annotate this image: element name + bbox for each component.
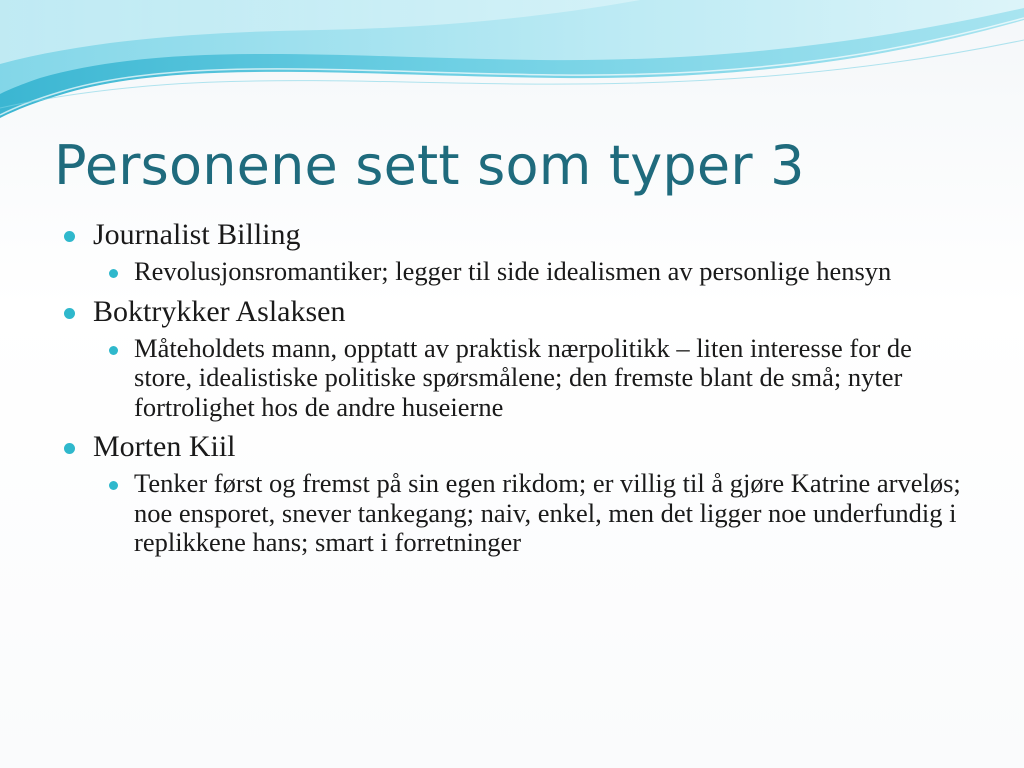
sub-bullet-list — [93, 257, 962, 287]
sub-bullet-item — [93, 469, 962, 558]
sub-bullet-dot-icon — [109, 346, 118, 355]
sub-bullet-text: Måteholdets mann, opptatt av praktisk nærpolitikk – liten interesse for de store, idealistiske politiske spørsmålene; den fremste blant de små; nyter fortrolighet hos de andre huseierne — [134, 332, 912, 422]
sub-bullet-item — [93, 334, 962, 423]
bullet-list — [62, 216, 962, 558]
sub-bullet-list — [93, 469, 962, 558]
bullet-item — [62, 216, 962, 287]
sub-bullet-dot-icon — [109, 481, 118, 490]
slide-content — [62, 216, 962, 564]
bullet-item — [62, 428, 962, 558]
bullet-text: Journalist Billing — [93, 218, 301, 251]
sub-bullet-text: Revolusjonsromantiker; legger til side idealismen av personlige hensyn — [134, 256, 892, 286]
bullet-item — [62, 293, 962, 423]
sub-bullet-item — [93, 257, 962, 287]
sub-bullet-dot-icon — [109, 269, 118, 278]
sub-bullet-text: Tenker først og fremst på sin egen rikdom; er villig til å gjøre Katrine arveløs; noe ensporet, snever tankegang; naiv, enkel, men det ligger noe underfundig i replikkene hans; smart i forretninger — [134, 468, 961, 557]
bullet-text: Morten Kiil — [93, 430, 236, 463]
bullet-dot-icon — [64, 443, 75, 454]
slide-title: Personene sett som typer 3 — [54, 134, 805, 197]
bullet-text: Boktrykker Aslaksen — [93, 294, 346, 328]
wave-header-decoration — [0, 0, 1024, 130]
bullet-dot-icon — [64, 308, 75, 319]
bullet-dot-icon — [64, 231, 75, 242]
sub-bullet-list — [93, 334, 962, 423]
